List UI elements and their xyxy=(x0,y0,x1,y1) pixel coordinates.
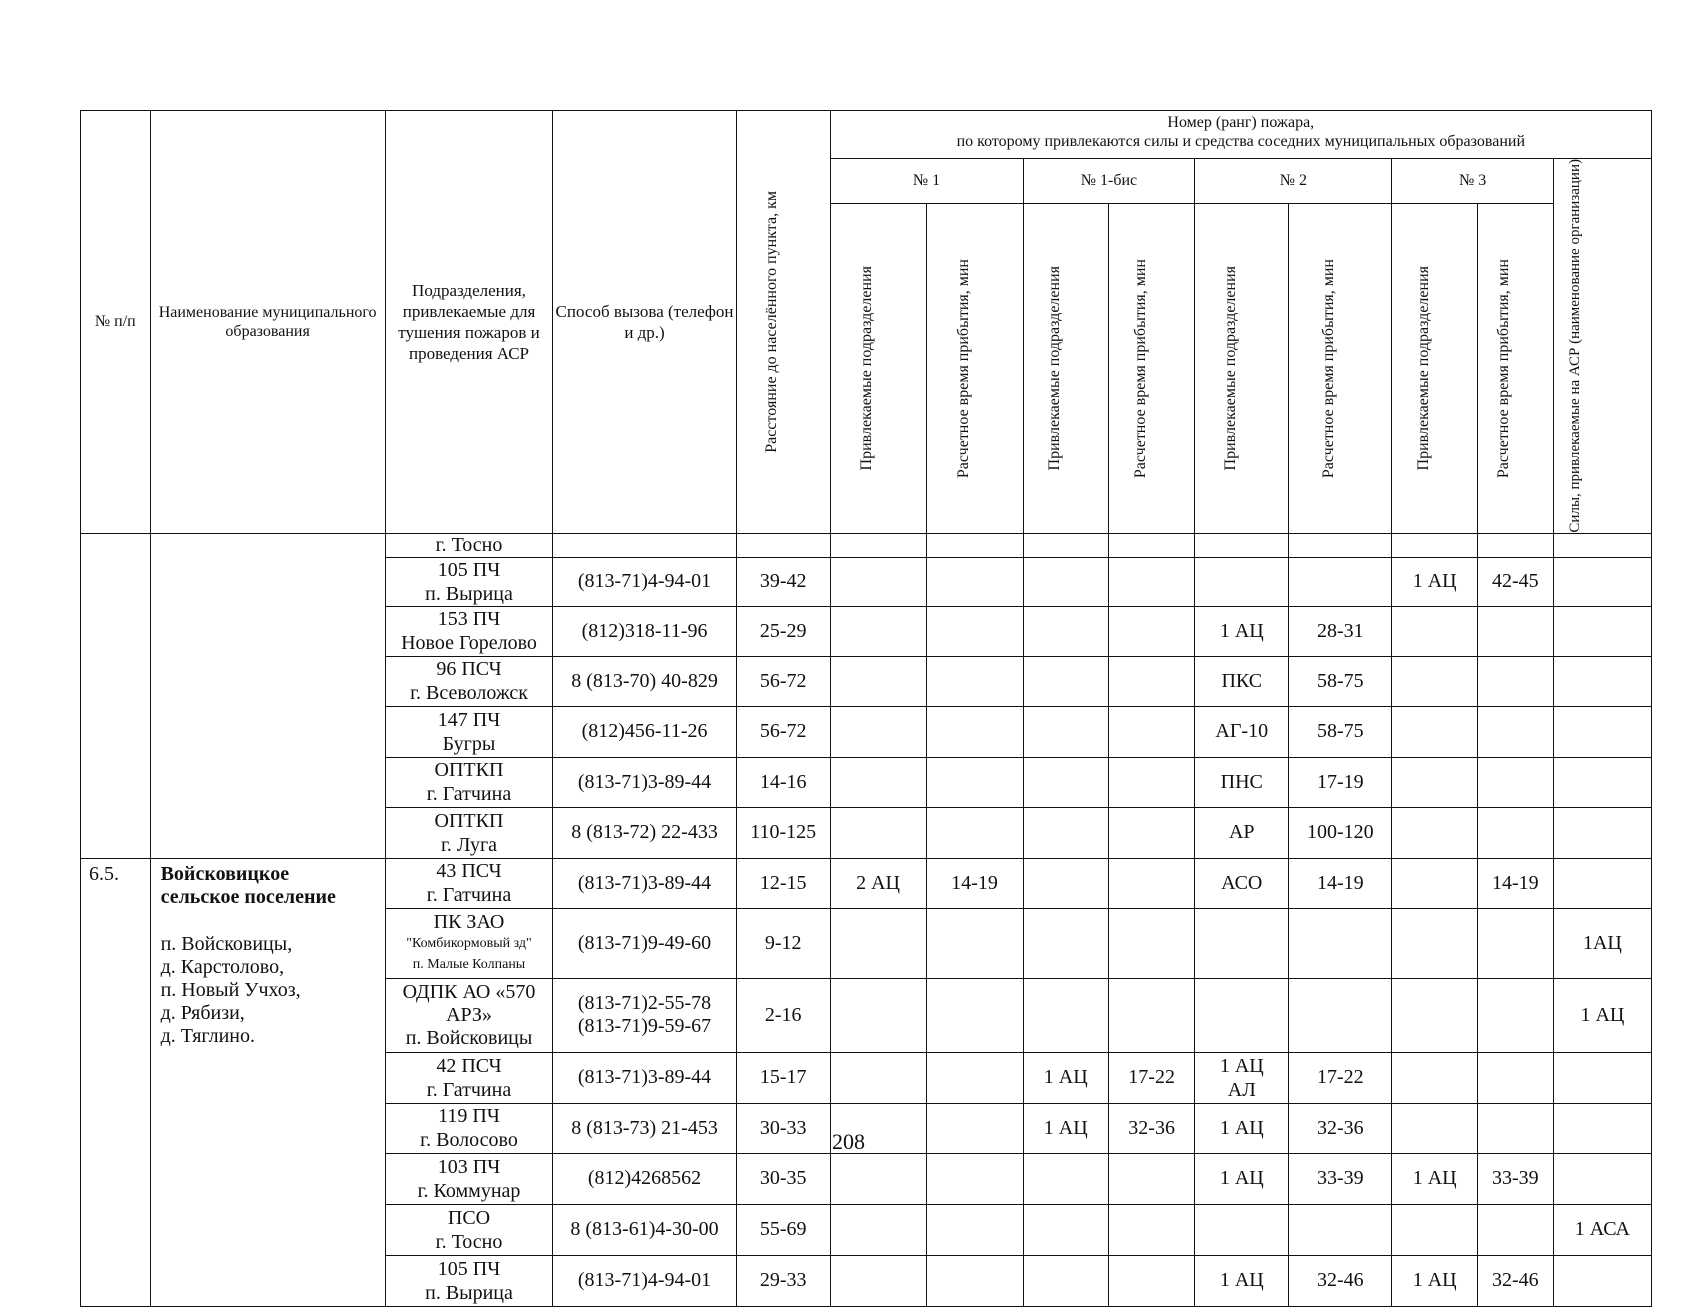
header-units: Подразделения, привлекаемые для тушения пожаров и проведения АСР xyxy=(385,111,553,534)
r3-time-cell xyxy=(1477,807,1553,858)
r3-units-cell xyxy=(1392,656,1477,706)
asr-cell: 1АЦ xyxy=(1553,908,1651,978)
r2-time-cell: 100-120 xyxy=(1289,807,1392,858)
r1-units-cell: 2 АЦ xyxy=(830,858,926,908)
r2-units-cell: АГ-10 xyxy=(1195,706,1289,757)
header-rank-2: № 2 xyxy=(1195,159,1392,204)
r3-units-cell xyxy=(1392,978,1477,1052)
place-item: д. Рябизи, xyxy=(160,1001,245,1024)
header-rank-1bis: № 1-бис xyxy=(1023,159,1195,204)
distance-cell: 56-72 xyxy=(736,706,830,757)
r2-units-cell xyxy=(1195,978,1289,1052)
header-rank-3: № 3 xyxy=(1392,159,1553,204)
r3-time-cell xyxy=(1477,656,1553,706)
unit-cell: 42 ПСЧ г. Гатчина xyxy=(385,1052,553,1103)
r1bis-units-cell xyxy=(1023,1204,1108,1255)
asr-cell xyxy=(1553,656,1651,706)
r1-units-cell xyxy=(830,1153,926,1204)
r2-units-cell: 1 АЦ xyxy=(1195,1103,1289,1153)
r1-units-cell xyxy=(830,1204,926,1255)
header-rank-title: Номер (ранг) пожара, по которому привлекаются силы и средства соседних муниципальных образований xyxy=(830,111,1651,159)
r2-units-cell: ПКС xyxy=(1195,656,1289,706)
r3-time-cell: 14-19 xyxy=(1477,858,1553,908)
r3-units-cell xyxy=(1392,706,1477,757)
distance-cell: 30-33 xyxy=(736,1103,830,1153)
r1bis-units-cell xyxy=(1023,807,1108,858)
header-r2-time: Расчетное время прибытия, мин xyxy=(1289,203,1392,533)
phone-cell: 8 (813-72) 22-433 xyxy=(553,807,736,858)
r3-units-cell: 1 АЦ xyxy=(1392,1255,1477,1306)
unit-cell: 105 ПЧ п. Вырица xyxy=(385,557,553,606)
header-num: № п/п xyxy=(81,111,151,534)
header-r1bis-time: Расчетное время прибытия, мин xyxy=(1108,203,1194,533)
r1bis-units-cell xyxy=(1023,656,1108,706)
r3-time-cell xyxy=(1477,606,1553,656)
r2-units-cell: 1 АЦ xyxy=(1195,1153,1289,1204)
r1-time-cell xyxy=(926,978,1023,1052)
header-r3-time: Расчетное время прибытия, мин xyxy=(1477,203,1553,533)
phone-cell: (813-71)9-49-60 xyxy=(553,908,736,978)
r1bis-units-cell xyxy=(1023,858,1108,908)
phone-cell: (812)456-11-26 xyxy=(553,706,736,757)
r2-time-cell xyxy=(1289,978,1392,1052)
r1-time-cell xyxy=(926,1255,1023,1306)
r2-time-cell: 17-22 xyxy=(1289,1052,1392,1103)
header-r1-units: Привлекаемые подразделения xyxy=(830,203,926,533)
unit-cell: ОДПК АО «570 АРЗ» п. Войсковицы xyxy=(385,978,553,1052)
r3-time-cell xyxy=(1477,1052,1553,1103)
r3-time-cell xyxy=(1477,908,1553,978)
r1bis-time-cell xyxy=(1108,1255,1194,1306)
distance-cell: 110-125 xyxy=(736,807,830,858)
header-r1bis-units: Привлекаемые подразделения xyxy=(1023,203,1108,533)
phone-cell: 8 (813-61)4-30-00 xyxy=(553,1204,736,1255)
r3-time-cell xyxy=(1477,706,1553,757)
r2-units-cell: 1 АЦ xyxy=(1195,606,1289,656)
r1bis-units-cell: 1 АЦ xyxy=(1023,1052,1108,1103)
r3-units-cell xyxy=(1392,1052,1477,1103)
r1bis-time-cell xyxy=(1108,978,1194,1052)
row-number: 6.5. xyxy=(81,858,151,1306)
r2-time-cell: 32-36 xyxy=(1289,1103,1392,1153)
r1-time-cell xyxy=(926,757,1023,807)
place-item: д. Тяглино. xyxy=(160,1024,255,1047)
r1bis-units-cell: 1 АЦ xyxy=(1023,1103,1108,1153)
r3-units-cell: 1 АЦ xyxy=(1392,1153,1477,1204)
r1-units-cell xyxy=(830,1052,926,1103)
r2-time-cell: 14-19 xyxy=(1289,858,1392,908)
r1-time-cell xyxy=(926,908,1023,978)
asr-cell: 1 АЦ xyxy=(1553,978,1651,1052)
header-r3-units: Привлекаемые подразделения xyxy=(1392,203,1477,533)
r2-units-cell: ПНС xyxy=(1195,757,1289,807)
municipality-name-2: сельское поселение xyxy=(160,885,336,908)
distance-cell: 29-33 xyxy=(736,1255,830,1306)
r1-time-cell xyxy=(926,1153,1023,1204)
r1-units-cell xyxy=(830,978,926,1052)
forces-table xyxy=(80,110,1652,1307)
r1-time-cell xyxy=(926,557,1023,606)
r2-time-cell: 58-75 xyxy=(1289,656,1392,706)
asr-cell xyxy=(1553,1255,1651,1306)
unit-cell: 43 ПСЧ г. Гатчина xyxy=(385,858,553,908)
asr-cell xyxy=(1553,557,1651,606)
r2-units-cell xyxy=(1195,908,1289,978)
page-number: 208 xyxy=(832,1129,865,1154)
table-row xyxy=(81,533,1652,557)
asr-cell xyxy=(1553,1153,1651,1204)
r1bis-units-cell xyxy=(1023,606,1108,656)
distance-cell: 25-29 xyxy=(736,606,830,656)
distance-cell: 12-15 xyxy=(736,858,830,908)
r2-time-cell: 58-75 xyxy=(1289,706,1392,757)
unit-cell: ПСО г. Тосно xyxy=(385,1204,553,1255)
r3-units-cell xyxy=(1392,757,1477,807)
r1-units-cell xyxy=(830,557,926,606)
r1-time-cell xyxy=(926,1052,1023,1103)
r1-units-cell xyxy=(830,1255,926,1306)
phone-cell: (813-71)3-89-44 xyxy=(553,858,736,908)
r3-time-cell xyxy=(1477,1204,1553,1255)
r2-units-cell xyxy=(1195,557,1289,606)
r2-units-cell: АСО xyxy=(1195,858,1289,908)
asr-cell xyxy=(1553,757,1651,807)
asr-cell xyxy=(1553,606,1651,656)
header-rank-1: № 1 xyxy=(830,159,1023,204)
r3-time-cell: 42-45 xyxy=(1477,557,1553,606)
unit-cell: ПК ЗАО "Комбикормовый зд" п. Малые Колпаны xyxy=(385,908,553,978)
r2-time-cell: 17-19 xyxy=(1289,757,1392,807)
unit-cell: 96 ПСЧ г. Всеволожск xyxy=(385,656,553,706)
r3-time-cell: 33-39 xyxy=(1477,1153,1553,1204)
r1-units-cell xyxy=(830,606,926,656)
municipality-name: Войсковицкое xyxy=(160,862,290,885)
phone-cell: (813-71)3-89-44 xyxy=(553,757,736,807)
unit-cell: 147 ПЧ Бугры xyxy=(385,706,553,757)
r1bis-time-cell xyxy=(1108,858,1194,908)
r1bis-time-cell: 32-36 xyxy=(1108,1103,1194,1153)
r1bis-units-cell xyxy=(1023,1255,1108,1306)
phone-cell: (813-71)4-94-01 xyxy=(553,1255,736,1306)
unit-cell: ОПТКП г. Гатчина xyxy=(385,757,553,807)
r3-time-cell xyxy=(1477,757,1553,807)
cont-municipality-cell xyxy=(150,533,385,858)
r3-units-cell xyxy=(1392,858,1477,908)
phone-cell: (813-71)2-55-78 (813-71)9-59-67 xyxy=(553,978,736,1052)
r1bis-units-cell xyxy=(1023,557,1108,606)
distance-cell: 15-17 xyxy=(736,1052,830,1103)
r2-time-cell xyxy=(1289,557,1392,606)
r1-units-cell xyxy=(830,656,926,706)
asr-cell xyxy=(1553,858,1651,908)
unit-cell: 119 ПЧ г. Волосово xyxy=(385,1103,553,1153)
place-item: п. Новый Учхоз, xyxy=(160,978,301,1001)
distance-cell: 14-16 xyxy=(736,757,830,807)
r2-time-cell xyxy=(1289,908,1392,978)
r1bis-units-cell xyxy=(1023,757,1108,807)
r1bis-time-cell xyxy=(1108,706,1194,757)
table-row xyxy=(81,858,1652,908)
r1-time-cell xyxy=(926,706,1023,757)
distance-cell: 9-12 xyxy=(736,908,830,978)
unit-cell: 153 ПЧ Новое Горелово xyxy=(385,606,553,656)
r1bis-units-cell xyxy=(1023,706,1108,757)
r1bis-units-cell xyxy=(1023,1153,1108,1204)
header-r2-units: Привлекаемые подразделения xyxy=(1195,203,1289,533)
r1bis-units-cell xyxy=(1023,908,1108,978)
r3-time-cell: 32-46 xyxy=(1477,1255,1553,1306)
asr-cell xyxy=(1553,1052,1651,1103)
unit-cell: г. Тосно xyxy=(385,533,553,557)
header-r1-time: Расчетное время прибытия, мин xyxy=(926,203,1023,533)
distance-cell: 2-16 xyxy=(736,978,830,1052)
unit-cell: 105 ПЧ п. Вырица xyxy=(385,1255,553,1306)
asr-cell xyxy=(1553,807,1651,858)
phone-cell: 8 (813-73) 21-453 xyxy=(553,1103,736,1153)
header-call: Способ вызова (телефон и др.) xyxy=(553,111,736,534)
r1-time-cell xyxy=(926,1204,1023,1255)
r3-units-cell xyxy=(1392,606,1477,656)
r2-time-cell: 32-46 xyxy=(1289,1255,1392,1306)
r3-time-cell xyxy=(1477,978,1553,1052)
municipality-cell xyxy=(150,858,385,1306)
r2-units-cell: 1 АЦ АЛ xyxy=(1195,1052,1289,1103)
r2-units-cell: 1 АЦ xyxy=(1195,1255,1289,1306)
distance-cell: 55-69 xyxy=(736,1204,830,1255)
header-distance: Расстояние до населённого пункта, км xyxy=(736,111,830,534)
r1bis-time-cell xyxy=(1108,757,1194,807)
r1-units-cell xyxy=(830,757,926,807)
r1-units-cell xyxy=(830,706,926,757)
header-asr: Силы, привлекаемые на АСР (наименование организации) xyxy=(1553,159,1651,534)
distance-cell: 30-35 xyxy=(736,1153,830,1204)
document-sheet xyxy=(80,110,1652,1307)
r2-time-cell xyxy=(1289,1204,1392,1255)
phone-cell: 8 (813-70) 40-829 xyxy=(553,656,736,706)
distance-cell: 56-72 xyxy=(736,656,830,706)
asr-cell xyxy=(1553,706,1651,757)
distance-cell: 39-42 xyxy=(736,557,830,606)
asr-cell: 1 АСА xyxy=(1553,1204,1651,1255)
r3-units-cell: 1 АЦ xyxy=(1392,557,1477,606)
r1-units-cell xyxy=(830,908,926,978)
phone-cell: (813-71)3-89-44 xyxy=(553,1052,736,1103)
r1bis-time-cell xyxy=(1108,557,1194,606)
r1-time-cell xyxy=(926,606,1023,656)
r1-units-cell xyxy=(830,807,926,858)
r1bis-time-cell xyxy=(1108,656,1194,706)
place-item: п. Войсковицы, xyxy=(160,932,293,955)
phone-cell: (812)4268562 xyxy=(553,1153,736,1204)
phone-cell: (812)318-11-96 xyxy=(553,606,736,656)
header-municipality: Наименование муниципального образования xyxy=(150,111,385,534)
r1bis-time-cell xyxy=(1108,1153,1194,1204)
place-item: д. Карстолово, xyxy=(160,955,285,978)
r1bis-time-cell xyxy=(1108,606,1194,656)
r2-time-cell: 33-39 xyxy=(1289,1153,1392,1204)
r2-units-cell xyxy=(1195,1204,1289,1255)
phone-cell: (813-71)4-94-01 xyxy=(553,557,736,606)
r1-time-cell xyxy=(926,807,1023,858)
r1bis-time-cell: 17-22 xyxy=(1108,1052,1194,1103)
r3-units-cell xyxy=(1392,807,1477,858)
r1bis-time-cell xyxy=(1108,908,1194,978)
unit-cell: 103 ПЧ г. Коммунар xyxy=(385,1153,553,1204)
r2-units-cell: АР xyxy=(1195,807,1289,858)
unit-cell: ОПТКП г. Луга xyxy=(385,807,553,858)
r1-time-cell: 14-19 xyxy=(926,858,1023,908)
r1bis-units-cell xyxy=(1023,978,1108,1052)
r3-units-cell xyxy=(1392,908,1477,978)
r2-time-cell: 28-31 xyxy=(1289,606,1392,656)
r1bis-time-cell xyxy=(1108,1204,1194,1255)
cont-num-cell xyxy=(81,533,151,858)
r3-units-cell xyxy=(1392,1204,1477,1255)
r1-time-cell xyxy=(926,656,1023,706)
r1bis-time-cell xyxy=(1108,807,1194,858)
